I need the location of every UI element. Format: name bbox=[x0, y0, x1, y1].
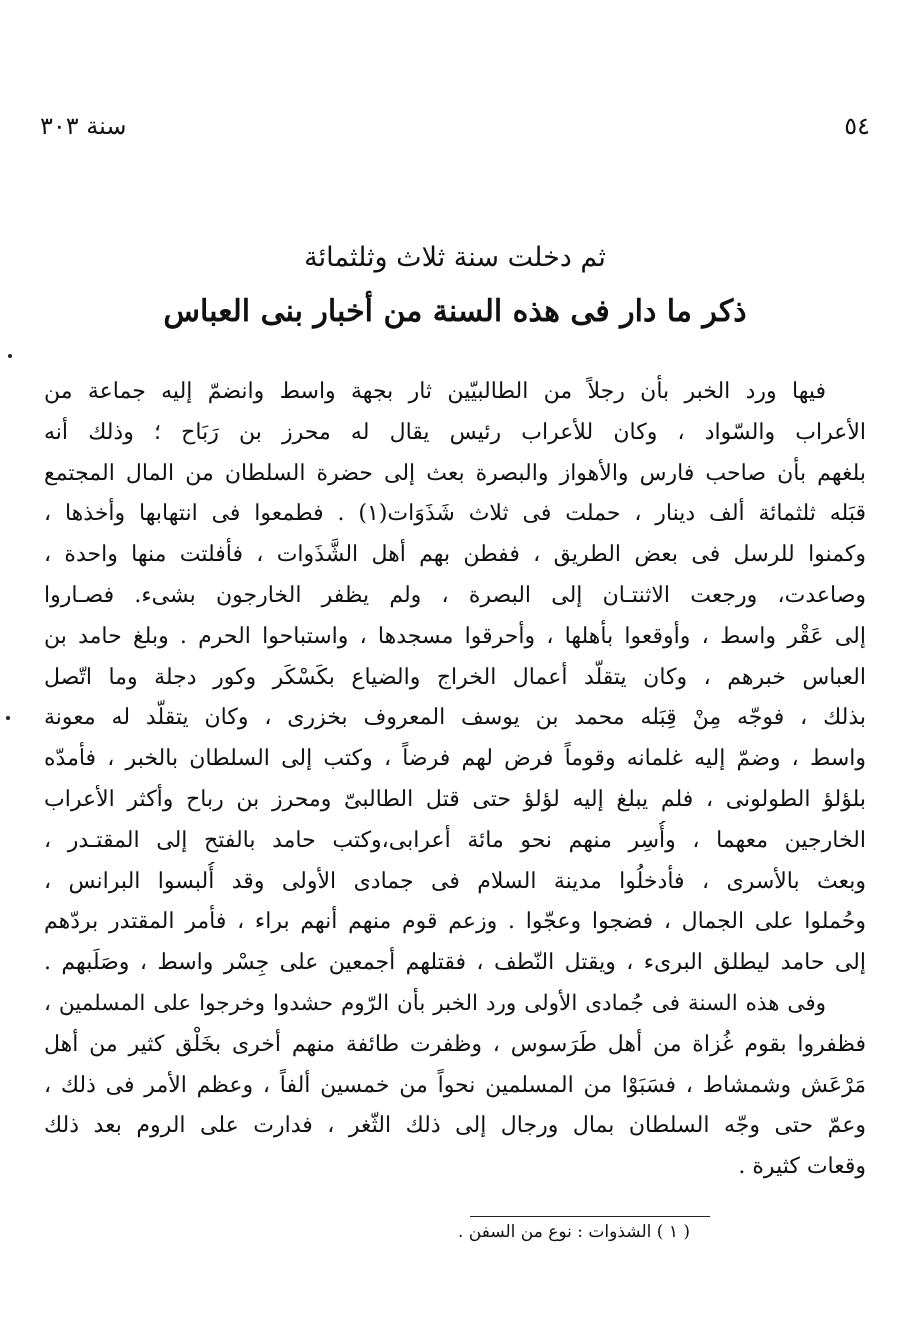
body-line: فيها ورد الخبر بأن رجلاً من الطالبيّين ثار بجهة واسط وانضمّ إليه جماعة من bbox=[44, 379, 826, 404]
body-line: العباس خبرهم ، وكان يتقلّد أعمال الخراج والضياع بكَسْكَر وكور دجلة وما اتّصل bbox=[44, 664, 866, 690]
margin-speck bbox=[6, 716, 10, 720]
body-line: وعمّ حتى وجّه السلطان بمال ورجال إلى ذلك الثّغر ، فدارت على الروم بعد ذلك bbox=[44, 1113, 866, 1139]
body-text bbox=[44, 372, 866, 1188]
body-line: الأعراب والسّواد ، وكان للأعراب رئيس يقال له محرز بن رَبَاح ؛ وذلك أنه bbox=[44, 419, 866, 445]
body-line: الخارجين معهما ، وأُسِر منهم نحو مائة أعرابى،وكتب حامد بالفتح إلى المقتـدر ، bbox=[44, 827, 866, 853]
body-line: وكمنوا للرسل فى بعض الطريق ، ففطن بهم أهل الشَّذَوات ، فأفلتت منها واحدة ، bbox=[44, 542, 866, 568]
body-line: بلؤلؤ الطولونى ، فلم يبلغ إليه لؤلؤ حتى قتل الطالبىّ ومحرز بن رباح وأكثر الأعراب bbox=[44, 786, 866, 812]
page-number: ٥٤ bbox=[844, 112, 870, 140]
body-line: قبَله ثلثمائة ألف دينار ، حملت فى ثلاث شَذَوَات(١) . فطمعوا فى انتهابها وأخذها ، bbox=[44, 501, 866, 527]
body-line: بذلك ، فوجّه مِنْ قِبَله محمد بن يوسف المعروف بخزرى ، وكان يتقلّد له معونة bbox=[44, 705, 866, 731]
section-heading: ذكر ما دار فى هذه السنة من أخبار بنى العباس bbox=[163, 294, 747, 329]
body-line: إلى عَقْر واسط ، وأوقعوا بأهلها ، وأحرقوا مسجدها ، واستباحوا الحرم . وبلغ حامد بن bbox=[44, 623, 866, 649]
body-line: وصاعدت، ورجعت الاثنتـان إلى البصرة ، ولم يظفر الخارجون بشىء. فصـاروا bbox=[44, 582, 866, 608]
margin-speck bbox=[8, 354, 12, 358]
body-line: إلى حامد ليطلق البرىء ، ويقتل النّطف ، فقتلهم أجمعين على جِسْر واسط ، وصَلَبهم . bbox=[44, 950, 866, 976]
body-line: وقعات كثيرة . bbox=[738, 1154, 866, 1180]
body-line: وفى هذه السنة فى جُمادى الأولى ورد الخبر بأن الرّوم حشدوا وخرجوا على المسلمين ، bbox=[44, 990, 826, 1016]
body-line: وحُملوا على الجمال ، فضجوا وعجّوا . وزعم قوم منهم أنهم براء ، فأمر المقتدر بردّهم bbox=[44, 909, 866, 935]
running-head bbox=[40, 112, 870, 152]
body-line: واسط ، وضمّ إليه غلمانه وقوماً فرض لهم فرضاً ، وكتب إلى السلطان بالخبر ، فأمدّه bbox=[44, 746, 866, 772]
body-line: بلغهم بأن صاحب فارس والأهواز والبصرة بعث إلى حضرة السلطان من المال المجتمع bbox=[44, 460, 866, 486]
body-line: وبعث بالأسرى ، فأدخلُوا مدينة السلام فى جمادى الأولى وقد أُلبسوا البرانس ، bbox=[44, 868, 866, 894]
body-line: فظفروا بقوم غُزاة من أهل طَرَسوس ، وظفرت طائفة منهم أخرى بخَلْق كثير من أهل bbox=[44, 1031, 866, 1057]
chapter-heading: ثم دخلت سنة ثلاث وثلثمائة bbox=[304, 242, 606, 273]
footnote-divider bbox=[470, 1216, 710, 1217]
footnote: ( ١ ) الشذوات : نوع من السفن . bbox=[457, 1222, 690, 1242]
body-line: مَرْعَش وشمشاط ، فسَبَوْا من المسلمين نحواً من خمسين ألفاً ، وعظم الأمر فى ذلك ، bbox=[44, 1072, 866, 1098]
year-header: سنة ٣٠٣ bbox=[40, 112, 127, 140]
